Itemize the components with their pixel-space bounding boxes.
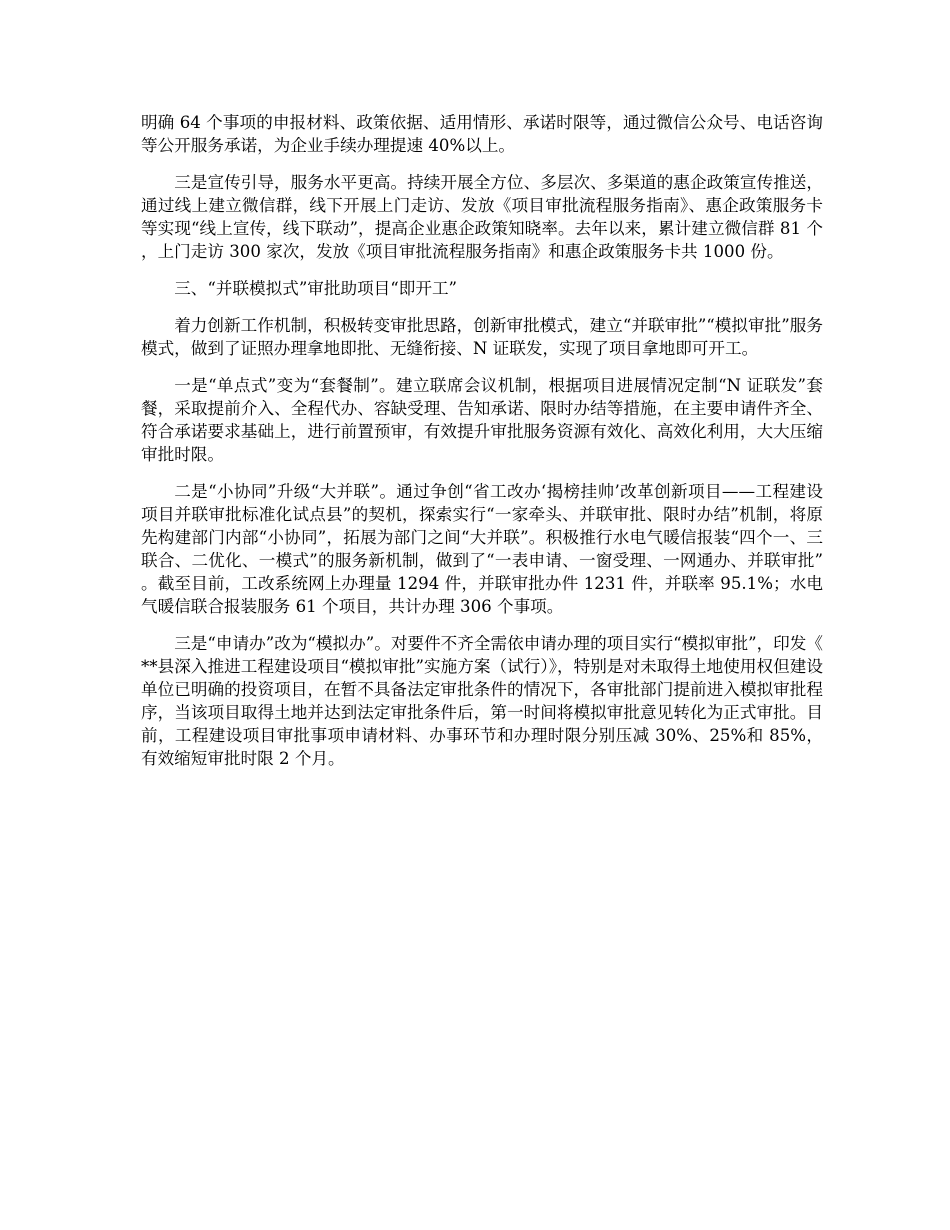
paragraph-small-to-large-parallel: 二是“小协同”升级“大并联”。通过争创“省工改办‘揭榜挂帅’改革创新项目——工程建设项目并联审批标准化试点县”的契机，探索实行“一家牵头、并联审批、限时办结”机制，将原先构建部门内部“小协同”，拓展为部门之间“大并联”。积极推行水电气暖信报装“四个一、三联合、二优化、一模式”的服务新机制，做到了“一表申请、一窗受理、一网通办、并联审批”。截至目前，工改系统网上办理量 1294 件，并联审批办件 1231 件，并联率 95.1%；水电气暖信联合报装服务 61 个项目，共计办理 306 个事项。 (141, 482, 823, 616)
paragraph-mechanism-innovation: 着力创新工作机制，积极转变审批思路，创新审批模式，建立“并联审批”“模拟审批”服务模式，做到了证照办理拿地即批、无缝衔接、N 证联发，实现了项目拿地即可开工。 (141, 316, 823, 358)
paragraph-single-to-package: 一是“单点式”变为“套餐制”。建立联席会议机制，根据项目进展情况定制“N 证联发”套餐，采取提前介入、全程代办、容缺受理、告知承诺、限时办结等措施，在主要申请件齐全、符合承诺要求基础上，进行前置预审，有效提升审批服务资源有效化、高效化利用，大大压缩审批时限。 (141, 376, 823, 464)
paragraph-publicity-guidance: 三是宣传引导，服务水平更高。持续开展全方位、多层次、多渠道的惠企政策宣传推送，通过线上建立微信群，线下开展上门走访、发放《项目审批流程服务指南》、惠企政策服务卡等实现“线上宣传，线下联动”，提高企业惠企政策知晓率。去年以来，累计建立微信群 81 个，上门走访 300 家次，发放《项目审批流程服务指南》和惠企政策服务卡共 1000 份。 (141, 173, 823, 261)
paragraph-application-to-simulation: 三是“申请办”改为“模拟办”。对要件不齐全需依申请办理的项目实行“模拟审批”，印发《**县深入推进工程建设项目“模拟审批”实施方案（试行）》，特别是对未取得土地使用权但建设单位已明确的投资项目，在暂不具备法定审批条件的情况下，各审批部门提前进入模拟审批程序，当该项目取得土地并达到法定审批条件后，第一时间将模拟审批意见转化为正式审批。目前，工程建设项目审批事项申请材料、办事环节和办理时限分别压减 30%、25%和 85%，有效缩短审批时限 2 个月。 (141, 634, 823, 768)
section-heading-parallel-simulated-approval: 三、“并联模拟式”审批助项目“即开工” (174, 279, 458, 298)
paragraph-continued: 明确 64 个事项的申报材料、政策依据、适用情形、承诺时限等，通过微信公众号、电话咨询等公开服务承诺，为企业手续办理提速 40%以上。 (141, 113, 823, 155)
document-body (141, 111, 823, 784)
